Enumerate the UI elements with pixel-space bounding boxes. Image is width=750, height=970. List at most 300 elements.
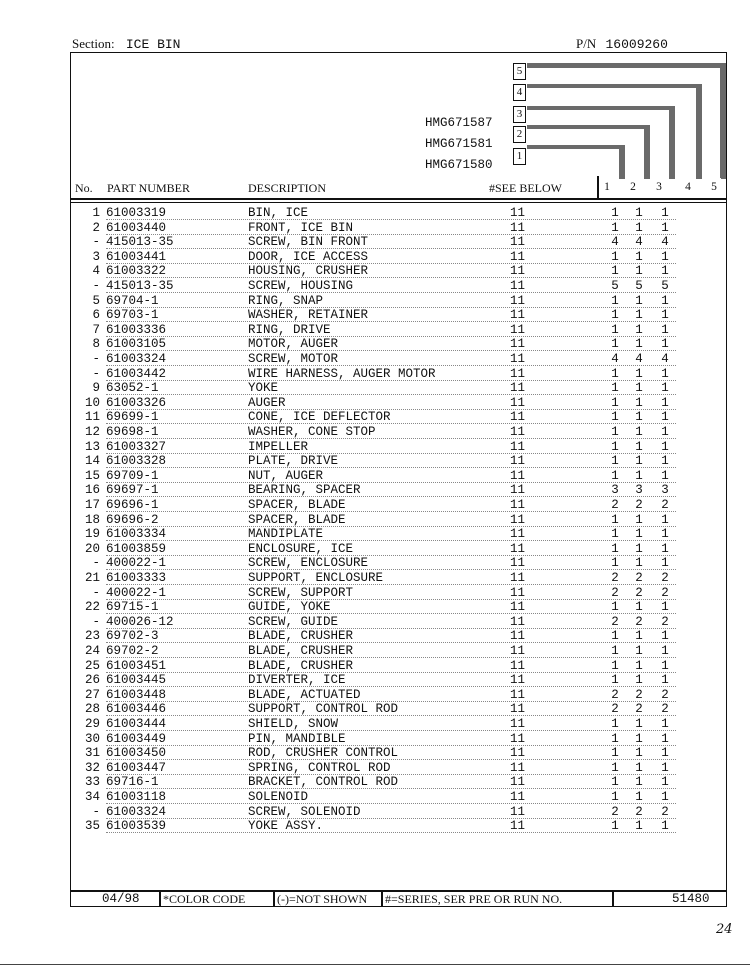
table-row (0, 264, 750, 278)
row-number: 26 (84, 673, 100, 688)
table-row (0, 352, 750, 366)
qty-model-1: 1 (611, 527, 619, 542)
qty-model-3: 1 (661, 556, 669, 571)
qty-model-1: 1 (611, 322, 619, 337)
qty-model-3: 5 (661, 279, 669, 293)
qty-model-1: 2 (611, 585, 619, 600)
see-below-code: 11 (510, 629, 526, 644)
part-description: ENCLOSURE, ICE (248, 541, 354, 556)
part-description: SHIELD, SNOW (248, 717, 339, 731)
qty-model-3: 4 (661, 235, 669, 250)
qty-model-1: 1 (611, 395, 619, 410)
qty-model-1: 1 (611, 337, 619, 352)
table-row (0, 279, 750, 293)
qty-model-3: 1 (661, 673, 669, 688)
table-row (0, 221, 750, 235)
qty-model-1: 1 (611, 206, 619, 220)
table-row (0, 629, 750, 643)
part-description: BIN, ICE (248, 206, 309, 220)
col-header-qty-3: 3 (652, 178, 666, 196)
row-number: 7 (92, 322, 100, 337)
qty-model-2: 1 (635, 264, 643, 279)
part-number: 61003322 (106, 264, 167, 279)
qty-model-2: 1 (635, 644, 643, 658)
qty-model-1: 1 (611, 731, 619, 746)
model-bracket-1-drop (619, 145, 625, 179)
table-row (0, 308, 750, 322)
row-number: 5 (92, 293, 100, 308)
see-below-code: 11 (510, 541, 526, 556)
table-row (0, 381, 750, 395)
table-row (0, 586, 750, 600)
part-number: 61003105 (106, 337, 167, 352)
part-number: 69698-1 (106, 425, 159, 439)
see-below-code: 11 (510, 658, 526, 673)
footer-divider-2 (273, 890, 275, 907)
part-number: 69699-1 (106, 410, 159, 425)
table-row (0, 337, 750, 351)
qty-model-1: 1 (611, 439, 619, 454)
table-row (0, 717, 750, 731)
qty-model-3: 1 (661, 512, 669, 527)
qty-model-3: 1 (661, 395, 669, 410)
part-number: 61003324 (106, 352, 167, 366)
qty-model-2: 1 (635, 308, 643, 323)
qty-model-2: 1 (635, 790, 643, 804)
row-number: - (92, 804, 100, 819)
qty-model-1: 2 (611, 614, 619, 629)
part-description: SOLENOID (248, 790, 309, 804)
qty-model-3: 1 (661, 527, 669, 542)
part-number: 61003324 (106, 804, 167, 819)
table-row (0, 454, 750, 468)
see-below-code: 11 (510, 527, 526, 542)
section-label: Section: (72, 36, 115, 51)
qty-model-1: 1 (611, 381, 619, 396)
qty-model-2: 1 (635, 293, 643, 308)
qty-model-2: 1 (635, 819, 643, 834)
model-bracket-2-drop (644, 125, 650, 179)
part-description: HOUSING, CRUSHER (248, 264, 369, 279)
qty-model-2: 1 (635, 658, 643, 673)
see-below-code: 11 (510, 571, 526, 585)
qty-model-1: 1 (611, 600, 619, 615)
see-below-code: 11 (510, 220, 526, 235)
qty-model-3: 1 (661, 410, 669, 425)
part-description: CONE, ICE DEFLECTOR (248, 410, 391, 425)
see-below-code: 11 (510, 279, 526, 293)
model-bracket-3-drop (669, 106, 675, 179)
qty-model-2: 1 (635, 760, 643, 775)
part-description: SPACER, BLADE (248, 498, 346, 512)
qty-model-1: 1 (611, 293, 619, 308)
footer-divider-3 (381, 890, 383, 907)
model-step-4: 4 (513, 84, 526, 101)
see-below-code: 11 (510, 206, 526, 220)
qty-model-3: 2 (661, 614, 669, 629)
see-below-code: 11 (510, 614, 526, 629)
qty-model-1: 1 (611, 366, 619, 381)
col-header-qty-1: 1 (600, 178, 614, 196)
part-number: 63052-1 (106, 381, 159, 396)
qty-model-1: 1 (611, 629, 619, 644)
qty-model-1: 1 (611, 264, 619, 279)
qty-model-2: 1 (635, 366, 643, 381)
header-rule-top (70, 198, 727, 200)
row-number: 8 (92, 337, 100, 352)
row-number: 31 (84, 746, 100, 761)
row-number: 19 (84, 527, 100, 542)
part-number: 69696-2 (106, 512, 159, 527)
see-below-code: 11 (510, 673, 526, 688)
table-row (0, 805, 750, 819)
footer-not-shown: (-)=NOT SHOWN (277, 892, 368, 906)
part-description: SCREW, SOLENOID (248, 804, 361, 819)
part-number: 61003539 (106, 819, 167, 834)
qty-model-2: 1 (635, 746, 643, 761)
qty-model-1: 4 (611, 352, 619, 366)
part-number: 69716-1 (106, 775, 159, 790)
qty-model-2: 2 (635, 614, 643, 629)
see-below-code: 11 (510, 702, 526, 717)
qty-model-3: 3 (661, 483, 669, 498)
qty-model-2: 5 (635, 279, 643, 293)
row-number: 12 (84, 425, 100, 439)
model-bracket-4-drop (696, 84, 702, 179)
qty-model-2: 1 (635, 220, 643, 235)
table-row (0, 571, 750, 585)
row-number: 35 (84, 819, 100, 834)
qty-model-1: 1 (611, 658, 619, 673)
see-below-code: 11 (510, 585, 526, 600)
qty-model-1: 1 (611, 425, 619, 439)
part-number: 69696-1 (106, 498, 159, 512)
table-row (0, 425, 750, 439)
qty-model-1: 1 (611, 644, 619, 658)
part-description: YOKE ASSY. (248, 819, 324, 834)
see-below-code: 11 (510, 556, 526, 571)
see-below-code: 11 (510, 264, 526, 279)
qty-model-2: 2 (635, 702, 643, 717)
part-description: MANDIPLATE (248, 527, 324, 542)
row-number: 1 (92, 206, 100, 220)
see-below-divider (597, 176, 599, 198)
row-number: 22 (84, 600, 100, 615)
part-number: 61003450 (106, 746, 167, 761)
col-header-see-below: #SEE BELOW (489, 181, 562, 195)
section-value: ICE BIN (125, 37, 181, 52)
qty-model-2: 1 (635, 322, 643, 337)
model-bracket-5 (527, 63, 725, 68)
qty-model-3: 2 (661, 585, 669, 600)
qty-model-3: 1 (661, 337, 669, 352)
footer-divider-4 (612, 890, 614, 907)
col-header-part-number: PART NUMBER (107, 181, 190, 195)
see-below-code: 11 (510, 790, 526, 804)
part-description: PLATE, DRIVE (248, 454, 339, 469)
qty-model-2: 1 (635, 775, 643, 790)
table-row (0, 206, 750, 220)
part-description: SCREW, BIN FRONT (248, 235, 369, 250)
qty-model-3: 1 (661, 658, 669, 673)
table-row (0, 410, 750, 424)
row-number: 11 (84, 410, 100, 425)
col-header-description: DESCRIPTION (248, 181, 327, 195)
see-below-code: 11 (510, 249, 526, 264)
row-number: 25 (84, 658, 100, 673)
qty-model-1: 2 (611, 702, 619, 717)
qty-model-3: 1 (661, 746, 669, 761)
footer-color-code: *COLOR CODE (163, 892, 246, 906)
qty-model-1: 1 (611, 819, 619, 834)
footer-doc-number: 51480 (672, 892, 710, 906)
qty-model-2: 2 (635, 804, 643, 819)
col-header-qty-4: 4 (681, 178, 695, 196)
row-number: 9 (92, 381, 100, 396)
part-number: 61003118 (106, 790, 167, 804)
table-row (0, 483, 750, 497)
part-description: AUGER (248, 395, 286, 410)
part-description: PIN, MANDIBLE (248, 731, 346, 746)
qty-model-3: 1 (661, 366, 669, 381)
part-description: SCREW, ENCLOSURE (248, 556, 369, 571)
table-row (0, 688, 750, 702)
qty-model-1: 1 (611, 760, 619, 775)
part-description: GUIDE, YOKE (248, 600, 331, 615)
qty-model-2: 1 (635, 673, 643, 688)
row-number: 10 (84, 395, 100, 410)
qty-model-1: 1 (611, 790, 619, 804)
table-row (0, 396, 750, 410)
qty-model-2: 1 (635, 454, 643, 469)
see-below-code: 11 (510, 819, 526, 834)
part-number: 61003333 (106, 571, 167, 585)
part-number: 400022-1 (106, 556, 167, 571)
footer-date: 04/98 (102, 892, 140, 906)
see-below-code: 11 (510, 337, 526, 352)
part-description: RING, DRIVE (248, 322, 331, 337)
qty-model-3: 1 (661, 322, 669, 337)
see-below-code: 11 (510, 600, 526, 615)
qty-model-3: 1 (661, 819, 669, 834)
see-below-code: 11 (510, 498, 526, 512)
model-step-5: 5 (513, 63, 526, 80)
row-number: 32 (84, 760, 100, 775)
qty-model-2: 1 (635, 395, 643, 410)
part-number: 69702-2 (106, 644, 159, 658)
part-description: BRACKET, CONTROL ROD (248, 775, 399, 790)
row-number: 17 (84, 498, 100, 512)
qty-model-1: 1 (611, 717, 619, 731)
part-number: 61003445 (106, 673, 167, 688)
part-number: 400022-1 (106, 585, 167, 600)
qty-model-1: 1 (611, 746, 619, 761)
see-below-code: 11 (510, 308, 526, 323)
qty-model-3: 1 (661, 264, 669, 279)
qty-model-3: 1 (661, 381, 669, 396)
table-row (0, 469, 750, 483)
part-number: 69709-1 (106, 468, 159, 483)
part-number: 61003451 (106, 658, 167, 673)
see-below-code: 11 (510, 804, 526, 819)
see-below-code: 11 (510, 717, 526, 731)
row-number: - (92, 614, 100, 629)
qty-model-1: 1 (611, 454, 619, 469)
row-number: 18 (84, 512, 100, 527)
qty-model-1: 5 (611, 279, 619, 293)
model-bracket-2 (527, 125, 650, 129)
qty-model-2: 2 (635, 498, 643, 512)
table-row (0, 235, 750, 249)
part-description: NUT, AUGER (248, 468, 324, 483)
handwritten-page-note: 24 (716, 922, 733, 937)
model-step-1: 1 (513, 148, 526, 165)
part-description: ROD, CRUSHER CONTROL (248, 746, 399, 761)
qty-model-1: 1 (611, 249, 619, 264)
qty-model-2: 1 (635, 439, 643, 454)
part-number: 61003444 (106, 717, 167, 731)
qty-model-3: 1 (661, 541, 669, 556)
header-rule-bottom (70, 202, 727, 203)
row-number: 21 (84, 571, 100, 585)
part-number: 61003336 (106, 322, 167, 337)
qty-model-2: 4 (635, 235, 643, 250)
qty-model-3: 1 (661, 600, 669, 615)
qty-model-2: 1 (635, 629, 643, 644)
qty-model-1: 3 (611, 483, 619, 498)
qty-model-2: 4 (635, 352, 643, 366)
qty-model-2: 3 (635, 483, 643, 498)
col-header-qty-5: 5 (707, 178, 721, 196)
qty-model-3: 1 (661, 644, 669, 658)
row-number: - (92, 352, 100, 366)
qty-model-3: 2 (661, 498, 669, 512)
part-number: 69697-1 (106, 483, 159, 498)
qty-model-2: 1 (635, 717, 643, 731)
qty-model-3: 1 (661, 717, 669, 731)
row-number: 28 (84, 702, 100, 717)
table-row (0, 323, 750, 337)
table-row (0, 556, 750, 570)
table-row (0, 702, 750, 716)
qty-model-3: 1 (661, 775, 669, 790)
model-step-2: 2 (513, 126, 526, 143)
part-description: SCREW, HOUSING (248, 279, 354, 293)
part-number: 61003859 (106, 541, 167, 556)
part-number: 69703-1 (106, 308, 159, 323)
part-description: FRONT, ICE BIN (248, 220, 354, 235)
part-description: SPACER, BLADE (248, 512, 346, 527)
qty-model-3: 1 (661, 439, 669, 454)
table-row (0, 746, 750, 760)
table-row (0, 761, 750, 775)
part-number: 61003449 (106, 731, 167, 746)
table-row (0, 790, 750, 804)
part-description: WASHER, CONE STOP (248, 425, 376, 439)
model-bracket-5-drop (720, 63, 726, 179)
qty-model-2: 1 (635, 468, 643, 483)
qty-model-2: 1 (635, 410, 643, 425)
part-number: 61003448 (106, 687, 167, 702)
qty-model-3: 1 (661, 206, 669, 220)
qty-model-3: 2 (661, 687, 669, 702)
part-number: 61003328 (106, 454, 167, 469)
col-header-no: No. (75, 181, 93, 195)
part-number: 69715-1 (106, 600, 159, 615)
part-description: BLADE, CRUSHER (248, 629, 354, 644)
model-name-2: HMG671581 (425, 137, 493, 151)
qty-model-3: 1 (661, 454, 669, 469)
row-number: 20 (84, 541, 100, 556)
qty-model-2: 1 (635, 381, 643, 396)
table-row (0, 644, 750, 658)
model-name-3: HMG671587 (425, 116, 493, 130)
qty-model-1: 1 (611, 308, 619, 323)
row-number: 13 (84, 439, 100, 454)
part-number: 61003447 (106, 760, 167, 775)
table-row (0, 732, 750, 746)
table-row (0, 775, 750, 789)
table-row (0, 659, 750, 673)
part-number: 400026-12 (106, 614, 174, 629)
table-row (0, 513, 750, 527)
row-number: 14 (84, 454, 100, 469)
row-number: 34 (84, 790, 100, 804)
table-row (0, 294, 750, 308)
qty-model-3: 1 (661, 293, 669, 308)
part-description: BEARING, SPACER (248, 483, 361, 498)
qty-model-1: 1 (611, 541, 619, 556)
see-below-code: 11 (510, 381, 526, 396)
row-number: 30 (84, 731, 100, 746)
model-bracket-3 (527, 106, 674, 110)
part-description: BLADE, CRUSHER (248, 644, 354, 658)
qty-model-1: 2 (611, 687, 619, 702)
table-row (0, 367, 750, 381)
see-below-code: 11 (510, 454, 526, 469)
part-number: 69704-1 (106, 293, 159, 308)
table-row (0, 527, 750, 541)
table-row (0, 615, 750, 629)
row-number: 6 (92, 308, 100, 323)
qty-model-3: 1 (661, 308, 669, 323)
row-number: 27 (84, 687, 100, 702)
part-description: SUPPORT, ENCLOSURE (248, 571, 384, 585)
qty-model-1: 1 (611, 673, 619, 688)
part-number: 69702-3 (106, 629, 159, 644)
row-number: - (92, 279, 100, 293)
qty-model-1: 1 (611, 512, 619, 527)
part-description: BLADE, CRUSHER (248, 658, 354, 673)
qty-model-2: 2 (635, 585, 643, 600)
qty-model-3: 1 (661, 220, 669, 235)
qty-model-1: 1 (611, 468, 619, 483)
part-number: 61003334 (106, 527, 167, 542)
part-description: DOOR, ICE ACCESS (248, 249, 369, 264)
part-description: WIRE HARNESS, AUGER MOTOR (248, 366, 436, 381)
qty-model-1: 2 (611, 571, 619, 585)
part-description: RING, SNAP (248, 293, 324, 308)
table-row (0, 673, 750, 687)
see-below-code: 11 (510, 352, 526, 366)
footer-divider-1 (159, 890, 161, 907)
part-description: DIVERTER, ICE (248, 673, 346, 688)
qty-model-2: 1 (635, 600, 643, 615)
part-number: 61003327 (106, 439, 167, 454)
table-row (0, 250, 750, 264)
qty-model-1: 1 (611, 220, 619, 235)
see-below-code: 11 (510, 731, 526, 746)
